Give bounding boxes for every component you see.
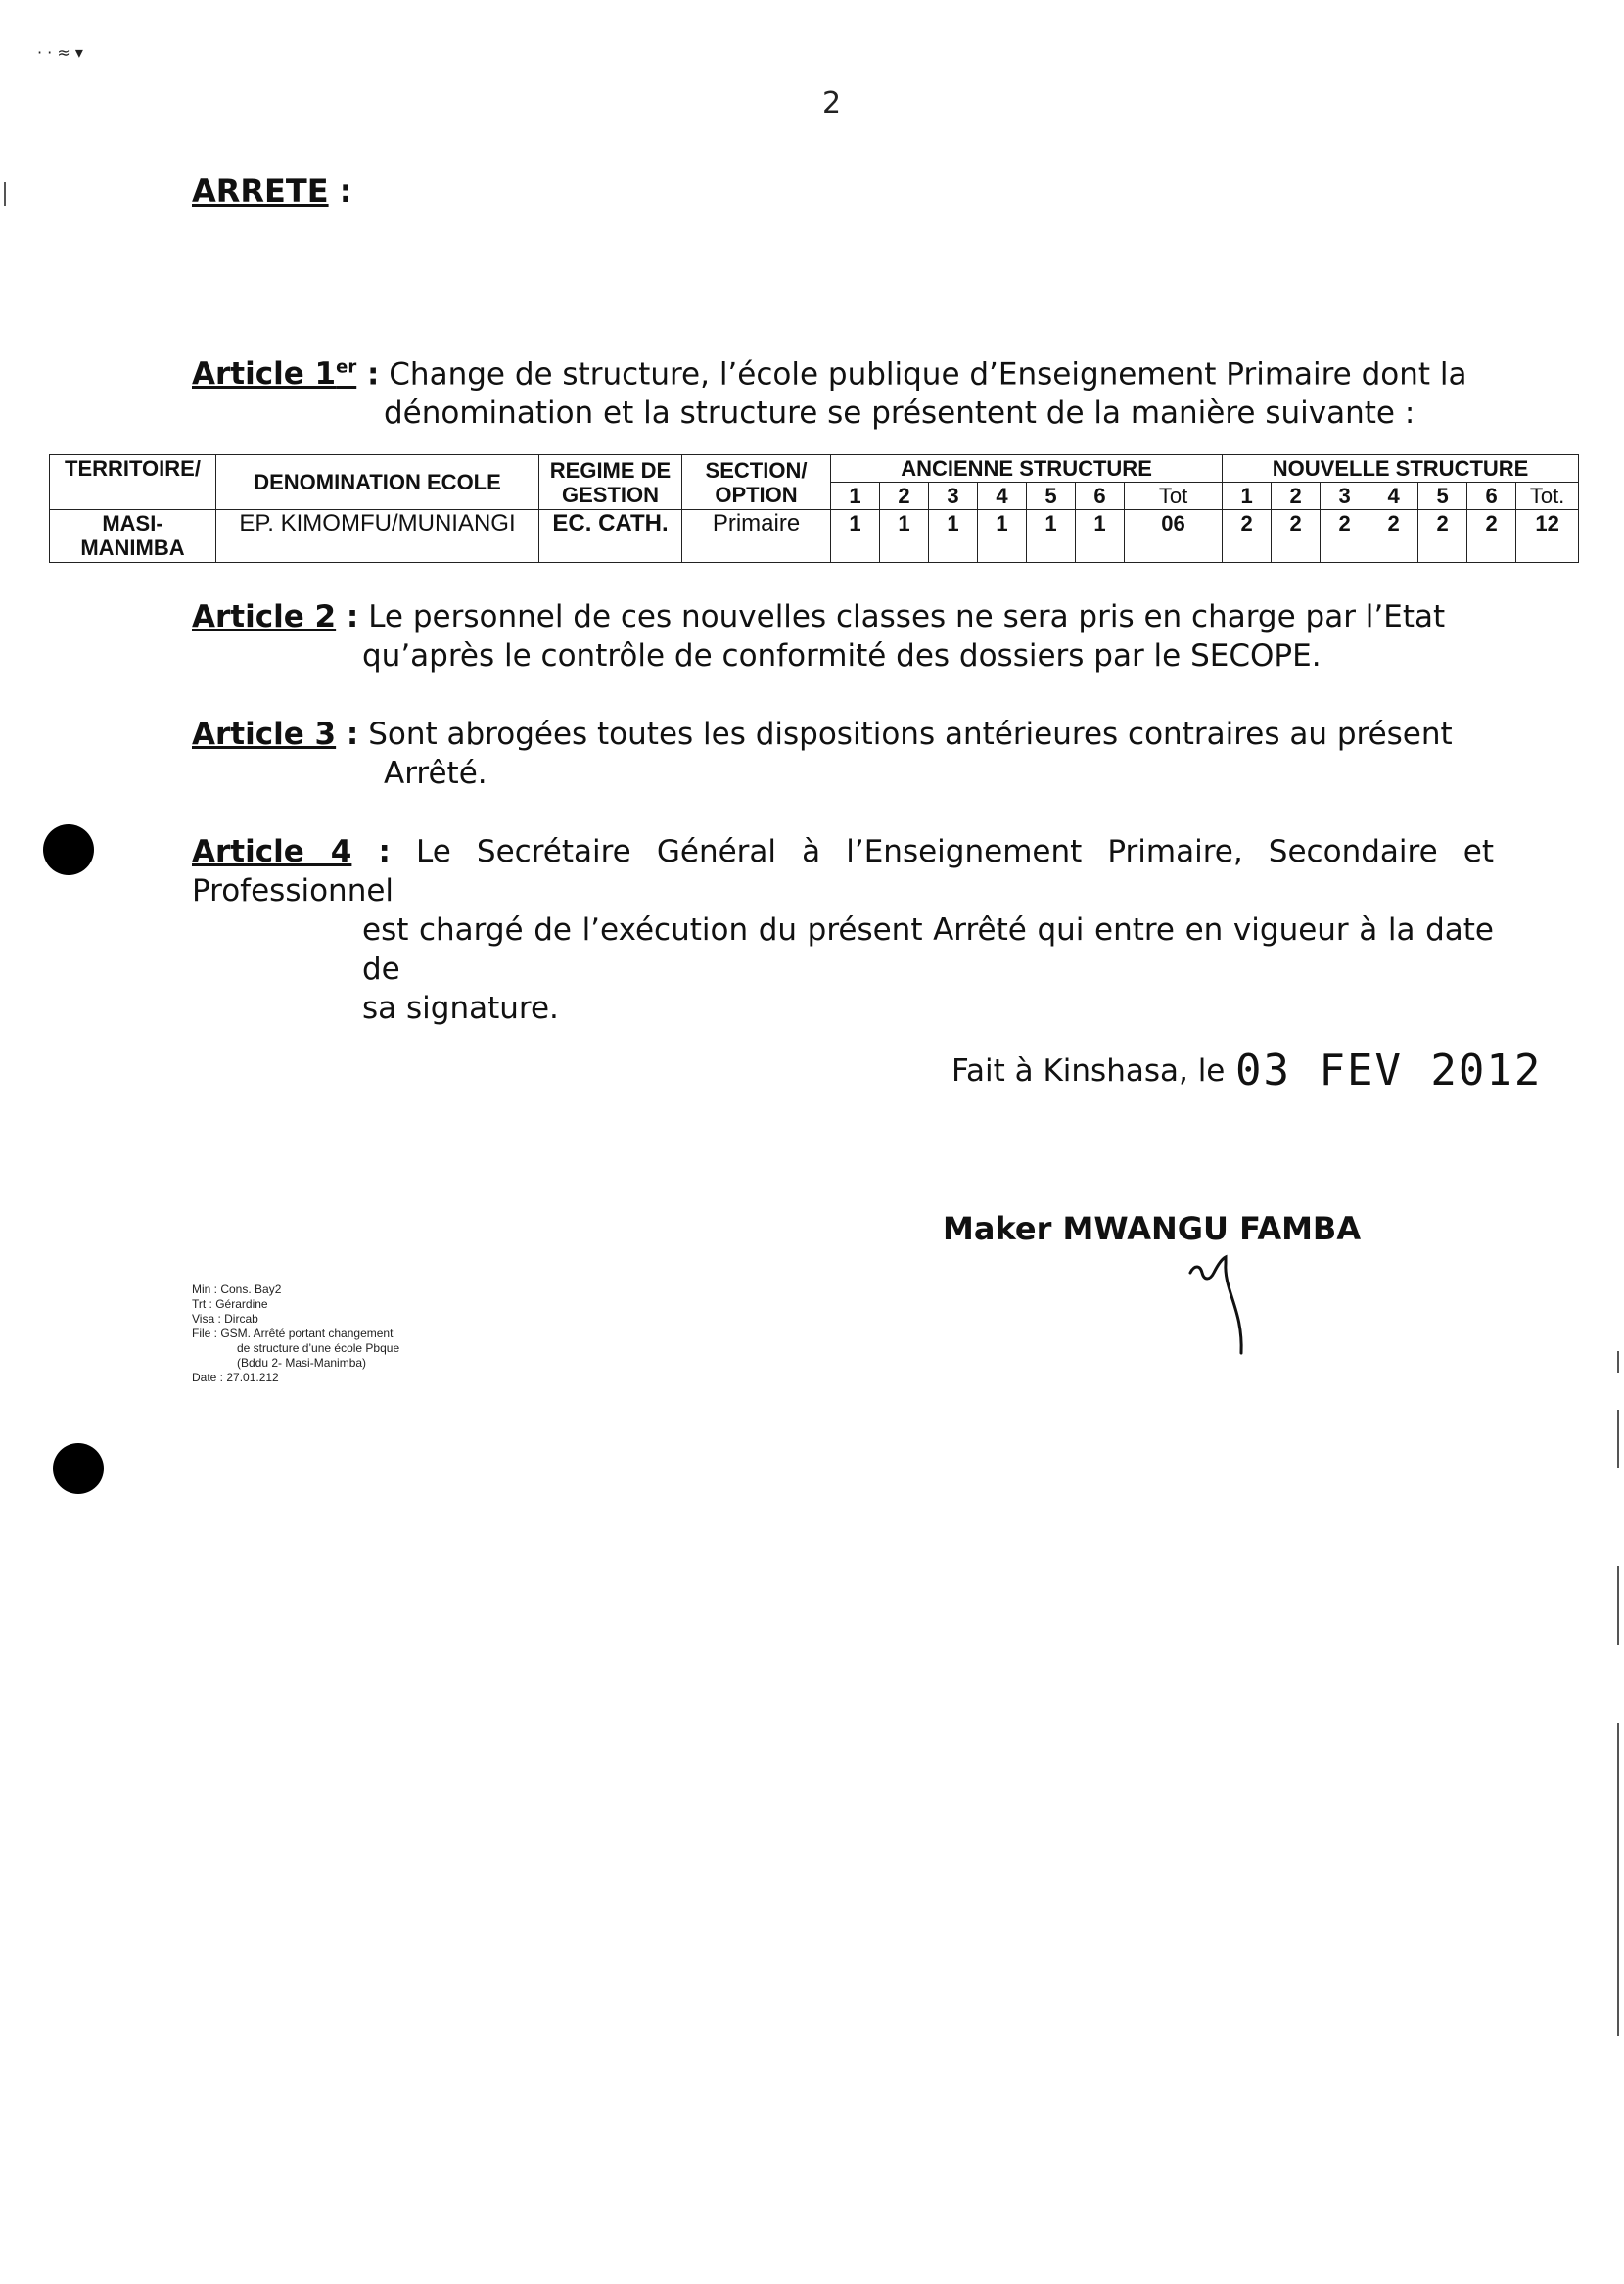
article-4-continuation-2: sa signature. <box>362 991 559 1026</box>
meta-min: Min : Cons. Bay2 <box>192 1282 282 1296</box>
scan-edge-mark <box>1617 1351 1619 1373</box>
punch-hole-icon <box>43 824 94 875</box>
cell-ancienne-total: 06 <box>1125 510 1223 563</box>
date-stamp: 03 FEV 2012 <box>1235 1046 1543 1095</box>
cell-ancienne: 1 <box>880 510 929 563</box>
cell-ancienne: 1 <box>831 510 880 563</box>
header-nouvelle-structure: NOUVELLE STRUCTURE <box>1223 455 1579 483</box>
meta-date: Date : 27.01.212 <box>192 1371 279 1384</box>
article-2-continuation: qu’après le contrôle de conformité des dossiers par le SECOPE. <box>362 638 1322 674</box>
meta-file: File : GSM. Arrêté portant changement <box>192 1327 394 1340</box>
article-2-text: Le personnel de ces nouvelles classes ne sera pris en charge par l’Etat <box>368 599 1446 634</box>
ancienne-col: 2 <box>880 483 929 510</box>
article-4-label: Article 4 <box>192 834 352 869</box>
article-4-text: Le Secrétaire Général à l’Enseignement Primaire, Secondaire et Professionnel <box>192 834 1494 909</box>
place-date: Fait à Kinshasa, le <box>951 1053 1226 1089</box>
cell-regime: EC. CATH. <box>539 510 682 563</box>
article-3: Article 3 : Sont abrogées toutes les dispositions antérieures contraires au présent Arrêté. <box>192 715 1494 793</box>
cell-section: Primaire <box>682 510 831 563</box>
meta-file-2: de structure d’une école Pbque <box>237 1341 400 1355</box>
article-1: Article 1er : Change de structure, l’école publique d’Enseignement Primaire dont la dénomination et la structure se présentent de la manière suivante : <box>192 349 1494 433</box>
ancienne-col: 3 <box>929 483 978 510</box>
table-row <box>50 510 1579 563</box>
article-2: Article 2 : Le personnel de ces nouvelles classes ne sera pris en charge par l’Etat qu’après le contrôle de conformité des dossiers par le SECOPE. <box>192 597 1494 676</box>
cell-nouvelle: 2 <box>1272 510 1321 563</box>
scan-edge-mark <box>1617 1723 1619 2036</box>
article-4: Article 4 : Le Secrétaire Général à l’Enseignement Primaire, Secondaire et Professionnel est chargé de l’exécution du présent Arrêté qui entre en vigueur à la date de sa signature. <box>192 834 1494 1026</box>
ancienne-col: 4 <box>978 483 1027 510</box>
meta-trt: Trt : Gérardine <box>192 1297 268 1311</box>
header-regime: REGIME DE GESTION <box>539 455 682 510</box>
signatory-name: Maker MWANGU FAMBA <box>943 1210 1362 1247</box>
cell-nouvelle: 2 <box>1223 510 1272 563</box>
nouvelle-col: 1 <box>1223 483 1272 510</box>
cell-nouvelle: 2 <box>1467 510 1516 563</box>
header-section: SECTION/ OPTION <box>682 455 831 510</box>
article-3-label: Article 3 <box>192 717 337 752</box>
cell-ancienne: 1 <box>1027 510 1076 563</box>
arrete-heading: ARRETE : <box>192 172 352 210</box>
article-2-label: Article 2 <box>192 599 337 634</box>
article-1-label: Article 1er <box>192 356 357 393</box>
cell-nouvelle: 2 <box>1418 510 1467 563</box>
page-number: 2 <box>822 86 842 120</box>
ancienne-col: 6 <box>1076 483 1125 510</box>
header-territoire: TERRITOIRE/ <box>50 455 216 510</box>
cell-nouvelle: 2 <box>1321 510 1369 563</box>
ancienne-col: 5 <box>1027 483 1076 510</box>
scan-edge-mark <box>1617 1566 1619 1645</box>
cell-ancienne: 1 <box>929 510 978 563</box>
document-metadata <box>192 1282 399 1385</box>
nouvelle-col: 5 <box>1418 483 1467 510</box>
cell-ancienne: 1 <box>978 510 1027 563</box>
article-4-continuation: est chargé de l’exécution du présent Arrêté qui entre en vigueur à la date de <box>362 912 1494 987</box>
header-ancienne-structure: ANCIENNE STRUCTURE <box>831 455 1223 483</box>
meta-file-3: (Bddu 2- Masi-Manimba) <box>237 1356 367 1370</box>
article-1-text: Change de structure, l’école publique d’Enseignement Primaire dont la <box>389 356 1467 393</box>
handwritten-signature-icon <box>1184 1251 1263 1359</box>
cell-nouvelle-total: 12 <box>1516 510 1579 563</box>
article-1-continuation: dénomination et la structure se présentent de la manière suivante : <box>384 396 1415 432</box>
ancienne-col-total: Tot <box>1125 483 1223 510</box>
nouvelle-col: 6 <box>1467 483 1516 510</box>
cell-ancienne: 1 <box>1076 510 1125 563</box>
scan-edge-mark <box>1617 1410 1619 1468</box>
meta-visa: Visa : Dircab <box>192 1312 258 1326</box>
cell-territoire: MASI-MANIMBA <box>50 510 216 563</box>
structure-table <box>49 454 1579 563</box>
nouvelle-col: 2 <box>1272 483 1321 510</box>
nouvelle-col: 3 <box>1321 483 1369 510</box>
nouvelle-col: 4 <box>1369 483 1418 510</box>
nouvelle-col-total: Tot. <box>1516 483 1579 510</box>
cell-denomination: EP. KIMOMFU/MUNIANGI <box>216 510 539 563</box>
arrete-heading-text: ARRETE <box>192 172 329 210</box>
article-3-text: Sont abrogées toutes les dispositions antérieures contraires au présent <box>368 717 1453 752</box>
punch-hole-icon <box>53 1443 104 1494</box>
ancienne-col: 1 <box>831 483 880 510</box>
article-3-continuation: Arrêté. <box>384 756 487 791</box>
scan-edge-mark <box>4 182 6 206</box>
cell-nouvelle: 2 <box>1369 510 1418 563</box>
scan-specks: · · ≈ ▾ <box>37 43 83 62</box>
header-denomination: DENOMINATION ECOLE <box>216 455 539 510</box>
